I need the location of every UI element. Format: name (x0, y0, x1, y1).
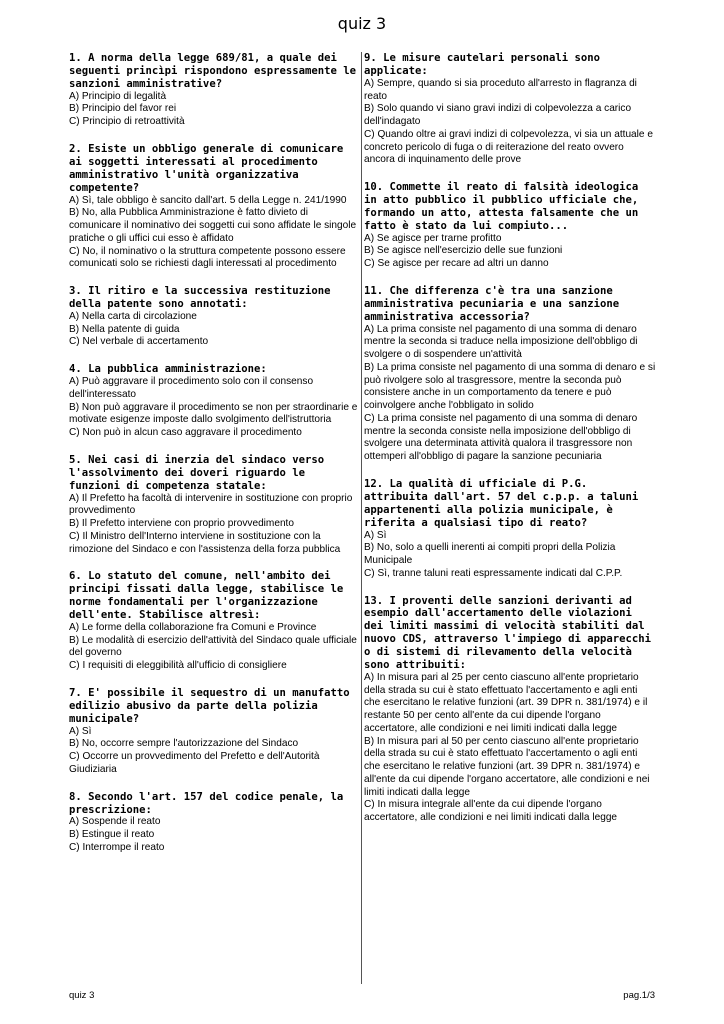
answer-option: A) Nella carta di circolazione (69, 310, 197, 322)
question-block (69, 791, 359, 855)
question-text: 9. Le misure cautelari personali sono applicate: (364, 52, 600, 77)
question-block (69, 363, 359, 440)
answer-option: B) No, occorre sempre l'autorizzazione del Sindaco (69, 738, 299, 750)
answer-option: B) Nella patente di guida (69, 323, 180, 335)
answer-option: C) Non può in alcun caso aggravare il procedimento (69, 427, 302, 439)
question-text: 2. Esiste un obbligo generale di comunicare ai soggetti interessati al procedimento amministrativo l'unità organizzativa competente? (69, 142, 344, 194)
answer-option: A) Sempre, quando si sia proceduto all'arresto in flagranza di reato (364, 77, 637, 102)
answer-option: B) No, solo a quelli inerenti ai compiti propri della Polizia Municipale (364, 542, 616, 567)
column-divider (361, 52, 362, 984)
question-block (364, 181, 656, 271)
answer-option: B) Il Prefetto interviene con proprio provvedimento (69, 518, 294, 530)
question-block (364, 478, 656, 581)
answer-option: A) Sì (69, 725, 92, 737)
question-block (364, 52, 656, 167)
answer-option: A) Sì, tale obbligo è sancito dall'art. 5 della Legge n. 241/1990 (69, 194, 347, 206)
question-text: 1. A norma della legge 689/81, a quale dei seguenti princìpi rispondono espressamente le sanzioni amministrative? (69, 52, 357, 90)
answer-option: A) Principio di legalità (69, 90, 167, 102)
answer-option: A) Sospende il reato (69, 816, 161, 828)
question-text: 11. Che differenza c'è tra una sanzione amministrativa pecuniaria e una sanzione amministrativa accessoria? (364, 284, 620, 323)
answer-option: B) No, alla Pubblica Amministrazione è fatto divieto di comunicare il nominativo dei soggetti cui sono affidate le singole pratiche o gli uffici cui esso è affidato (69, 207, 357, 244)
question-block (69, 687, 359, 777)
question-text: 8. Secondo l'art. 157 del codice penale, la prescrizione: (69, 790, 344, 816)
answer-option: C) Occorre un provvedimento del Prefetto e dell'Autorità Giudiziaria (69, 751, 320, 775)
answer-option: C) Sì, tranne taluni reati espressamente indicati dal C.P.P. (364, 567, 623, 579)
answer-option: B) Non può aggravare il procedimento se non per straordinarie e motivate esigenze imposte dallo svolgimento dell'istruttoria (69, 401, 358, 426)
answer-option: C) Nel verbale di accertamento (69, 336, 209, 348)
answer-option: B) Se agisce nell'esercizio delle sue funzioni (364, 245, 563, 257)
answer-option: C) Se agisce per recare ad altri un danno (364, 258, 549, 270)
question-text: 13. I proventi delle sanzioni derivanti ad esempio dall'accertamento delle violazioni dei limiti massimi di velocità stabiliti dal nuovo CDS, attraverso l'impiego di apparecchi o di sistemi di rilevamento della velocità sono attribuiti: (364, 594, 652, 672)
question-text: 10. Commette il reato di falsità ideologica in atto pubblico il pubblico ufficiale che, formando un atto, attesta falsamente che un fatto è stato da lui compiuto... (364, 181, 639, 232)
answer-option: A) La prima consiste nel pagamento di una somma di denaro mentre la seconda si traduce nella imposizione dell'obbligo di svolgere o di sospendere un'attività (364, 323, 638, 361)
answer-option: B) La prima consiste nel pagamento di una somma di denaro e si può rivolgere solo al trasgressore, mentre la seconda può consistere anche in un comportamento da tenere e può coinvolgere anche l'obbligato in solido (364, 361, 656, 412)
answer-option: C) No, il nominativo o la struttura competente possono essere comunicati solo se richiesti dagli interessati al procedimento (69, 245, 346, 270)
question-text: 3. Il ritiro e la successiva restituzione della patente sono annotati: (69, 285, 331, 310)
question-block (364, 595, 656, 825)
answer-option: C) Quando oltre ai gravi indizi di colpevolezza, vi sia un attuale e concreto pericolo di fuga o di reiterazione del reato ovvero ancora di inquinamento delle prove (364, 128, 653, 166)
question-text: 12. La qualità di ufficiale di P.G. attribuita dall'art. 57 del c.p.p. a taluni appartenenti alla polizia municipale, è riferita a qualsiasi tipo di reato? (364, 477, 639, 529)
footer-left: quiz 3 (69, 990, 95, 1001)
question-text: 5. Nei casi di inerzia del sindaco verso l'assolvimento dei doveri riguardo le funzioni di competenza statale: (69, 453, 325, 492)
right-column (364, 52, 656, 839)
question-block (69, 454, 359, 556)
question-block (364, 285, 656, 464)
answer-option: C) La prima consiste nel pagamento di una somma di denaro mentre la seconda consiste nella imposizione dell'obbligo di svolgere una determinata attività qualora il trasgressore non ottemperi all'obbligo di pagare la sanzione pecuniaria (364, 412, 638, 463)
question-block (69, 570, 359, 673)
footer-page-number: pag.1/3 (623, 990, 655, 1001)
answer-option: B) Estingue il reato (69, 829, 155, 841)
question-block (69, 285, 359, 349)
question-block (69, 143, 359, 271)
answer-option: A) Le forme della collaborazione fra Comuni e Province (69, 621, 317, 633)
page-title: quiz 3 (337, 14, 387, 33)
answer-option: B) Le modalità di esercizio dell'attività del Sindaco quale ufficiale del governo (69, 634, 357, 659)
answer-option: A) Il Prefetto ha facoltà di intervenire in sostituzione con proprio provvedimento (69, 492, 353, 517)
left-column (69, 52, 359, 869)
answer-option: B) Principio del favor rei (69, 103, 177, 115)
answer-option: C) I requisiti di eleggibilità all'ufficio di consigliere (69, 660, 287, 672)
answer-option: A) In misura pari al 25 per cento ciascuno all'ente proprietario della strada su cui è stato effettuato l'accertamento e agli enti che esercitano le relative funzioni (art. 39 DPR n. 381/1974) e il restante 50 per cento all'ente da cui dipende l'organo accertatore, alle condizioni e nei limiti indicati dalla legge (364, 671, 648, 734)
answer-option: A) Sì (364, 529, 387, 541)
question-text: 4. La pubblica amministrazione: (69, 363, 267, 376)
answer-option: B) In misura pari al 50 per cento ciascuno all'ente proprietario della strada su cui è stato effettuato l'accertamento o agli enti che esercitano le relative funzioni (art. 39 DPR n. 381/1974) e all'ente da cui dipende l'organo accertatore, alle condizioni e nei limiti indicati dalla legge (364, 735, 650, 798)
answer-option: C) Il Ministro dell'Interno interviene in sostituzione con la rimozione del Sindaco e con l'assistenza della forza pubblica (69, 530, 341, 555)
answer-option: A) Se agisce per trarne profitto (364, 232, 502, 244)
answer-option: C) Principio di retroattività (69, 116, 185, 128)
answer-option: A) Può aggravare il procedimento solo con il consenso dell'interessato (69, 376, 314, 400)
answer-option: B) Solo quando vi siano gravi indizi di colpevolezza a carico dell'indagato (364, 103, 632, 128)
question-text: 6. Lo statuto del comune, nell'ambito dei principi fissati dalla legge, stabilisce le norme fondamentali per l'organizzazione dell'ente. Stabilisce altresì: (69, 570, 344, 621)
answer-option: C) Interrompe il reato (69, 841, 165, 853)
answer-option: C) In misura integrale all'ente da cui dipende l'organo accertatore, alle condizioni e nei limiti indicati dalla legge (364, 799, 618, 824)
question-text: 7. E' possibile il sequestro di un manufatto edilizio abusivo da parte della polizia municipale? (69, 686, 350, 725)
question-block (69, 52, 359, 129)
